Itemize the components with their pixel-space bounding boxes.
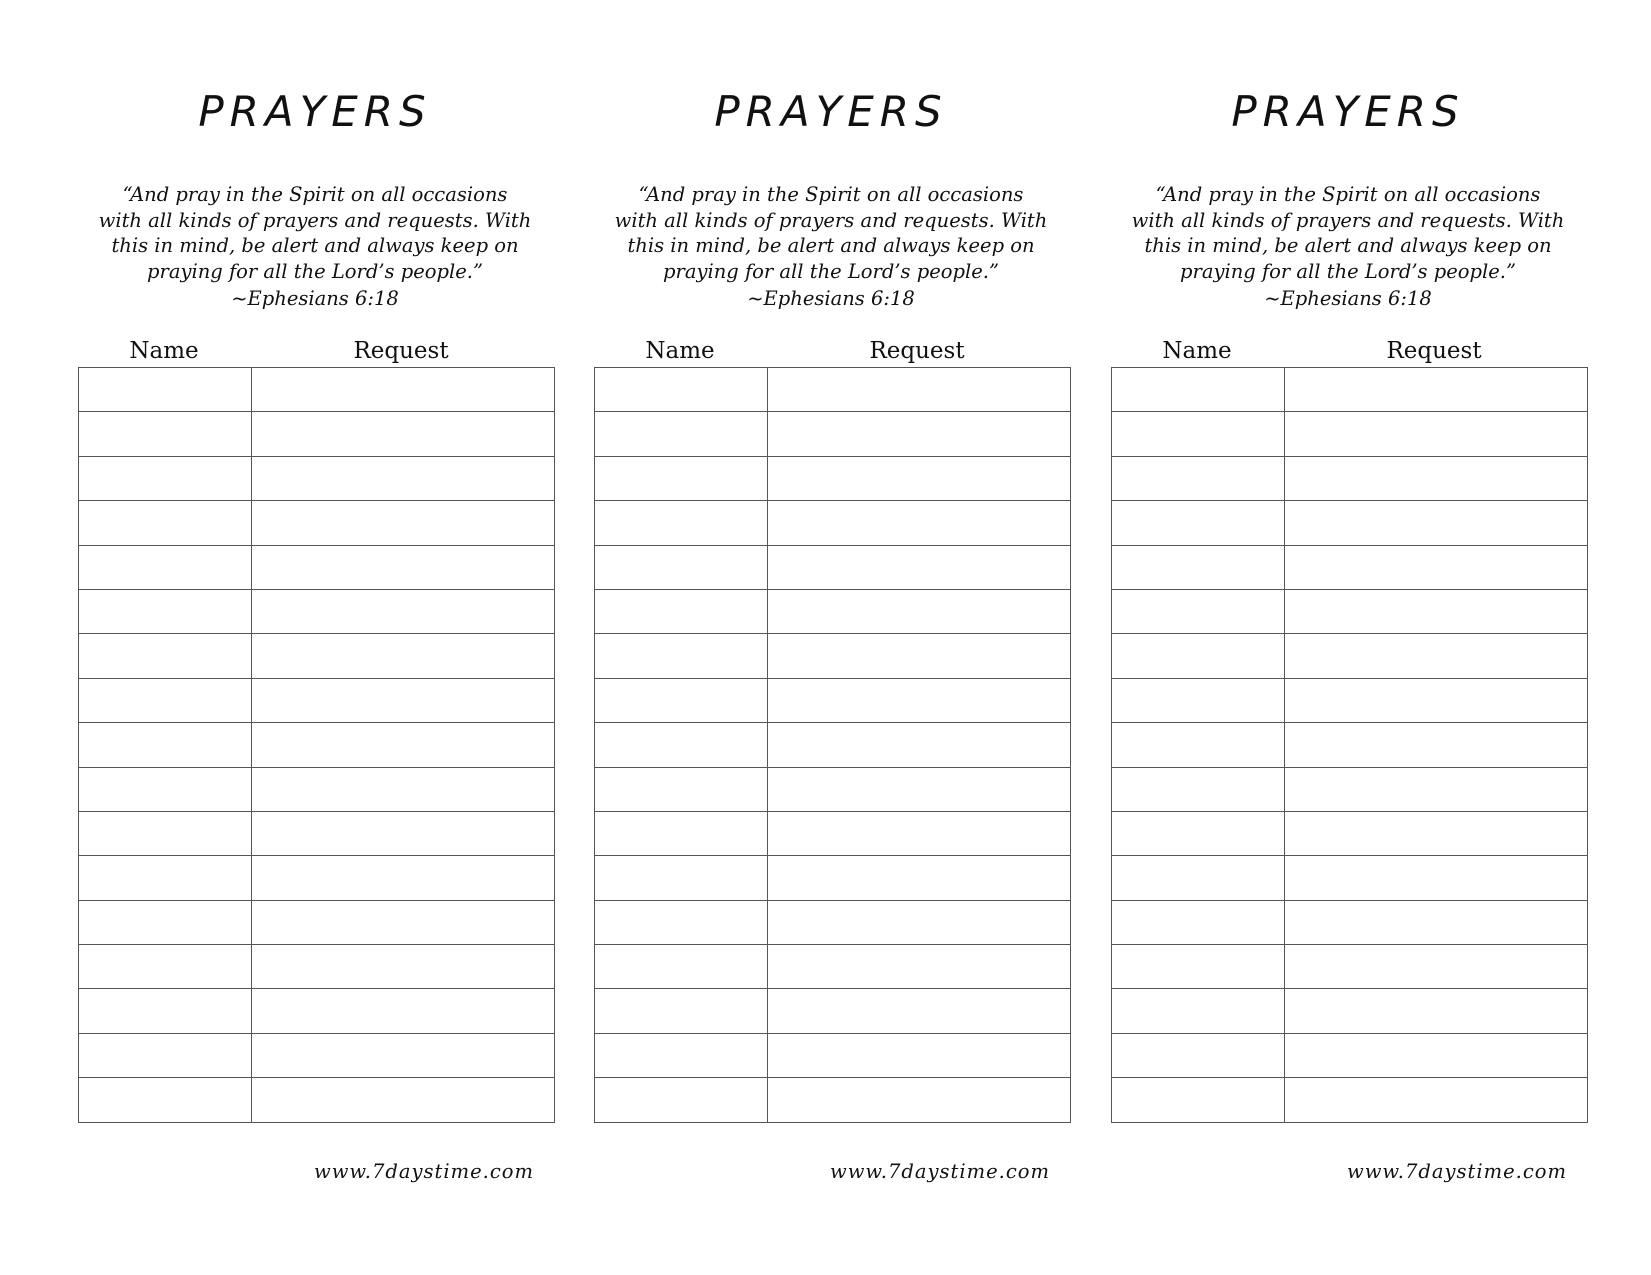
table-row <box>595 545 1071 589</box>
panel-title: PRAYERS <box>198 87 432 136</box>
name-cell[interactable] <box>79 545 252 589</box>
footer-url: www.7daystime.com <box>830 1160 1050 1183</box>
request-cell[interactable] <box>768 989 1071 1033</box>
panel-title: PRAYERS <box>1231 87 1465 136</box>
name-cell[interactable] <box>1112 412 1285 456</box>
verse-line: this in mind, be alert and always keep on <box>111 234 519 257</box>
request-cell[interactable] <box>1285 545 1588 589</box>
name-cell[interactable] <box>1112 989 1285 1033</box>
name-cell[interactable] <box>1112 1033 1285 1077</box>
verse-line: with all kinds of prayers and requests. With <box>98 208 532 232</box>
footer-url: www.7daystime.com <box>314 1160 534 1183</box>
column-header-name: Name <box>129 338 199 364</box>
table-row <box>595 723 1071 767</box>
request-cell[interactable] <box>1285 811 1588 855</box>
table-row <box>79 501 555 545</box>
name-cell[interactable] <box>79 412 252 456</box>
request-cell[interactable] <box>768 634 1071 678</box>
request-cell[interactable] <box>768 412 1071 456</box>
name-cell[interactable] <box>595 678 768 722</box>
name-cell[interactable] <box>595 900 768 944</box>
name-cell[interactable] <box>1112 368 1285 412</box>
request-cell[interactable] <box>252 634 555 678</box>
table-row <box>1112 1033 1588 1077</box>
table-row <box>79 767 555 811</box>
column-header-name: Name <box>1162 338 1232 364</box>
verse-text <box>1111 182 1585 284</box>
table-row <box>595 456 1071 500</box>
verse-line: “And pray in the Spirit on all occasions <box>1155 183 1541 206</box>
table-row <box>1112 1078 1588 1122</box>
table-row <box>79 368 555 412</box>
name-cell[interactable] <box>79 501 252 545</box>
request-cell[interactable] <box>1285 412 1588 456</box>
name-cell[interactable] <box>1112 723 1285 767</box>
verse-text <box>78 182 552 284</box>
prayer-table <box>1111 367 1588 1123</box>
name-cell[interactable] <box>79 900 252 944</box>
table-row <box>1112 634 1588 678</box>
table-row <box>79 545 555 589</box>
request-cell[interactable] <box>768 545 1071 589</box>
request-cell[interactable] <box>252 945 555 989</box>
table-row <box>79 634 555 678</box>
table-row <box>1112 989 1588 1033</box>
name-cell[interactable] <box>79 634 252 678</box>
verse-reference: ~Ephesians 6:18 <box>747 287 915 310</box>
table-row <box>595 811 1071 855</box>
table-row <box>79 456 555 500</box>
verse-line: praying for all the Lord’s people.” <box>147 259 483 283</box>
table-row <box>79 900 555 944</box>
request-cell[interactable] <box>1285 501 1588 545</box>
table-row <box>79 856 555 900</box>
table-row <box>595 1033 1071 1077</box>
column-header-request: Request <box>1386 338 1482 364</box>
table-row <box>1112 767 1588 811</box>
name-cell[interactable] <box>1112 900 1285 944</box>
request-cell[interactable] <box>252 678 555 722</box>
request-cell[interactable] <box>252 723 555 767</box>
request-cell[interactable] <box>768 900 1071 944</box>
name-cell[interactable] <box>79 989 252 1033</box>
name-cell[interactable] <box>1112 811 1285 855</box>
name-cell[interactable] <box>1112 1078 1285 1122</box>
name-cell[interactable] <box>1112 767 1285 811</box>
name-cell[interactable] <box>1112 501 1285 545</box>
table-row <box>79 945 555 989</box>
table-row <box>79 678 555 722</box>
request-cell[interactable] <box>252 900 555 944</box>
request-cell[interactable] <box>768 456 1071 500</box>
name-cell[interactable] <box>595 811 768 855</box>
name-cell[interactable] <box>79 456 252 500</box>
name-cell[interactable] <box>595 723 768 767</box>
request-cell[interactable] <box>252 589 555 633</box>
prayer-panel-2 <box>594 0 1068 1275</box>
request-cell[interactable] <box>1285 989 1588 1033</box>
table-row <box>595 589 1071 633</box>
table-row <box>79 723 555 767</box>
name-cell[interactable] <box>595 856 768 900</box>
request-cell[interactable] <box>1285 1078 1588 1122</box>
name-cell[interactable] <box>595 412 768 456</box>
name-cell[interactable] <box>595 1078 768 1122</box>
request-cell[interactable] <box>768 811 1071 855</box>
table-row <box>1112 589 1588 633</box>
name-cell[interactable] <box>79 678 252 722</box>
name-cell[interactable] <box>595 501 768 545</box>
request-cell[interactable] <box>252 989 555 1033</box>
request-cell[interactable] <box>252 412 555 456</box>
verse-line: this in mind, be alert and always keep on <box>1144 234 1552 257</box>
table-row <box>595 945 1071 989</box>
request-cell[interactable] <box>768 856 1071 900</box>
table-row <box>1112 545 1588 589</box>
table-row <box>1112 945 1588 989</box>
name-cell[interactable] <box>79 368 252 412</box>
name-cell[interactable] <box>79 856 252 900</box>
table-row <box>79 412 555 456</box>
table-row <box>595 634 1071 678</box>
verse-reference: ~Ephesians 6:18 <box>231 287 399 310</box>
name-cell[interactable] <box>595 1033 768 1077</box>
name-cell[interactable] <box>79 723 252 767</box>
verse-reference: ~Ephesians 6:18 <box>1264 287 1432 310</box>
name-cell[interactable] <box>1112 545 1285 589</box>
name-cell[interactable] <box>79 1078 252 1122</box>
name-cell[interactable] <box>595 368 768 412</box>
request-cell[interactable] <box>768 368 1071 412</box>
table-row <box>595 412 1071 456</box>
table-row <box>1112 900 1588 944</box>
request-cell[interactable] <box>768 723 1071 767</box>
request-cell[interactable] <box>1285 1033 1588 1077</box>
name-cell[interactable] <box>79 589 252 633</box>
request-cell[interactable] <box>1285 767 1588 811</box>
table-row <box>1112 456 1588 500</box>
request-cell[interactable] <box>1285 945 1588 989</box>
prayer-table <box>78 367 555 1123</box>
table-row <box>1112 412 1588 456</box>
column-header-request: Request <box>869 338 965 364</box>
request-cell[interactable] <box>768 1078 1071 1122</box>
table-row <box>595 1078 1071 1122</box>
table-row <box>79 1033 555 1077</box>
table-row <box>79 1078 555 1122</box>
request-cell[interactable] <box>252 368 555 412</box>
verse-text <box>594 182 1068 284</box>
verse-line: with all kinds of prayers and requests. With <box>614 208 1048 232</box>
table-row <box>1112 856 1588 900</box>
table-row <box>79 589 555 633</box>
request-cell[interactable] <box>1285 368 1588 412</box>
request-cell[interactable] <box>252 501 555 545</box>
name-cell[interactable] <box>1112 945 1285 989</box>
request-cell[interactable] <box>1285 723 1588 767</box>
request-cell[interactable] <box>768 1033 1071 1077</box>
verse-line: this in mind, be alert and always keep on <box>627 234 1035 257</box>
name-cell[interactable] <box>79 811 252 855</box>
name-cell[interactable] <box>79 1033 252 1077</box>
verse-line: praying for all the Lord’s people.” <box>663 259 999 283</box>
request-cell[interactable] <box>252 767 555 811</box>
table-row <box>79 811 555 855</box>
table-row <box>1112 811 1588 855</box>
request-cell[interactable] <box>252 456 555 500</box>
name-cell[interactable] <box>1112 456 1285 500</box>
table-row <box>595 767 1071 811</box>
table-row <box>595 900 1071 944</box>
table-row <box>1112 678 1588 722</box>
name-cell[interactable] <box>1112 678 1285 722</box>
request-cell[interactable] <box>1285 589 1588 633</box>
request-cell[interactable] <box>768 945 1071 989</box>
name-cell[interactable] <box>595 767 768 811</box>
panel-title: PRAYERS <box>714 87 948 136</box>
request-cell[interactable] <box>1285 456 1588 500</box>
name-cell[interactable] <box>79 767 252 811</box>
request-cell[interactable] <box>768 589 1071 633</box>
name-cell[interactable] <box>595 589 768 633</box>
request-cell[interactable] <box>768 767 1071 811</box>
prayer-table <box>594 367 1071 1123</box>
table-row <box>595 678 1071 722</box>
table-row <box>595 989 1071 1033</box>
table-row <box>79 989 555 1033</box>
request-cell[interactable] <box>768 501 1071 545</box>
name-cell[interactable] <box>595 945 768 989</box>
request-cell[interactable] <box>1285 678 1588 722</box>
request-cell[interactable] <box>252 1033 555 1077</box>
name-cell[interactable] <box>595 545 768 589</box>
request-cell[interactable] <box>1285 856 1588 900</box>
verse-line: “And pray in the Spirit on all occasions <box>122 183 508 206</box>
request-cell[interactable] <box>252 811 555 855</box>
prayer-panel-1 <box>78 0 552 1275</box>
verse-line: “And pray in the Spirit on all occasions <box>638 183 1024 206</box>
request-cell[interactable] <box>768 678 1071 722</box>
request-cell[interactable] <box>1285 900 1588 944</box>
table-row <box>1112 368 1588 412</box>
table-row <box>1112 501 1588 545</box>
request-cell[interactable] <box>1285 634 1588 678</box>
name-cell[interactable] <box>595 634 768 678</box>
name-cell[interactable] <box>595 989 768 1033</box>
verse-line: praying for all the Lord’s people.” <box>1180 259 1516 283</box>
request-cell[interactable] <box>252 856 555 900</box>
table-row <box>1112 723 1588 767</box>
verse-line: with all kinds of prayers and requests. With <box>1131 208 1565 232</box>
footer-url: www.7daystime.com <box>1347 1160 1567 1183</box>
request-cell[interactable] <box>252 1078 555 1122</box>
column-header-name: Name <box>645 338 715 364</box>
table-row <box>595 368 1071 412</box>
table-row <box>595 856 1071 900</box>
name-cell[interactable] <box>1112 589 1285 633</box>
table-row <box>595 501 1071 545</box>
prayer-panel-3 <box>1111 0 1585 1275</box>
name-cell[interactable] <box>595 456 768 500</box>
name-cell[interactable] <box>1112 856 1285 900</box>
name-cell[interactable] <box>1112 634 1285 678</box>
name-cell[interactable] <box>79 945 252 989</box>
column-header-request: Request <box>353 338 449 364</box>
request-cell[interactable] <box>252 545 555 589</box>
